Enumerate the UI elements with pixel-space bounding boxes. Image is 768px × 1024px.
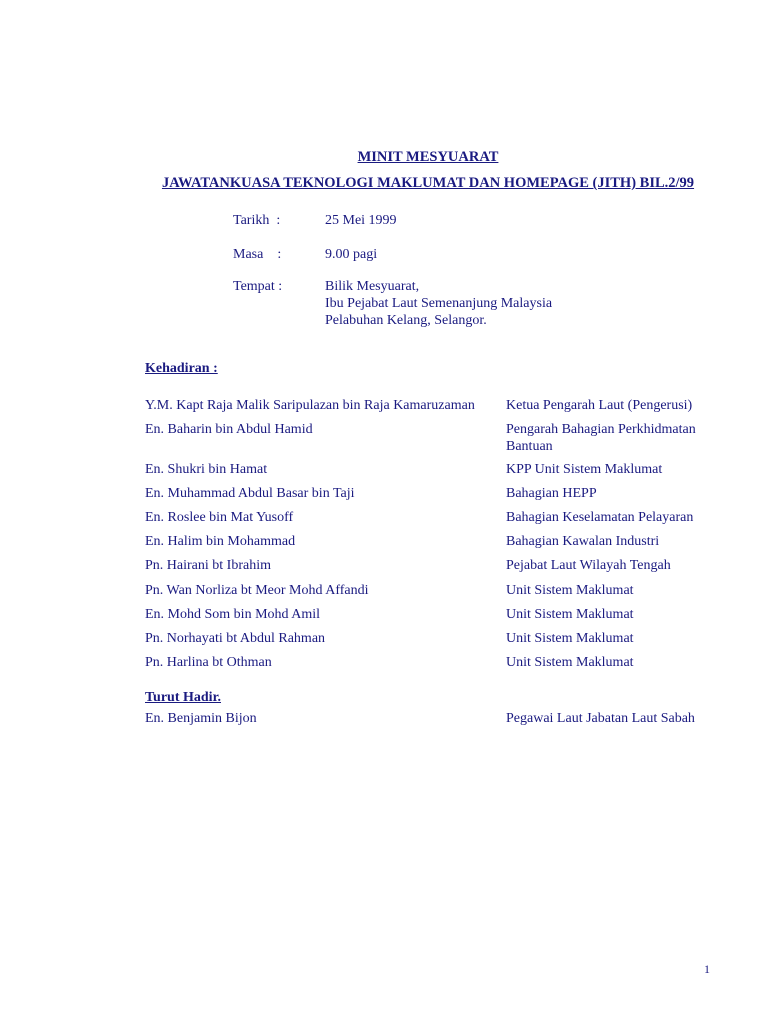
- meeting-place-row: [233, 278, 552, 329]
- also-present-heading: Turut Hadir.: [145, 690, 221, 705]
- attendee-role: Unit Sistem Maklumat: [506, 655, 634, 670]
- attendance-heading: Kehadiran :: [145, 361, 218, 376]
- attendee-role: Pengarah Bahagian Perkhidmatan Bantuan: [506, 422, 696, 454]
- attendance-row: [145, 606, 725, 623]
- also-present-row: [145, 710, 725, 727]
- attendee-name: Pn. Harlina bt Othman: [145, 655, 272, 670]
- meeting-place-value: [325, 278, 552, 329]
- attendance-row: [145, 461, 725, 478]
- attendee-name: Pn. Hairani bt Ibrahim: [145, 558, 271, 573]
- attendee-name: Pn. Wan Norliza bt Meor Mohd Affandi: [145, 583, 369, 598]
- attendee-role: Unit Sistem Maklumat: [506, 583, 634, 598]
- meeting-date-label: Tarikh :: [233, 213, 281, 228]
- meeting-place-label: Tempat :: [233, 279, 283, 294]
- attendance-row: [145, 630, 725, 647]
- attendance-row: [145, 582, 725, 599]
- attendee-name: En. Mohd Som bin Mohd Amil: [145, 607, 321, 622]
- meeting-place-line: Pelabuhan Kelang, Selangor.: [325, 313, 487, 328]
- attendee-role: KPP Unit Sistem Maklumat: [506, 462, 663, 477]
- attendee-name: En. Baharin bin Abdul Hamid: [145, 422, 313, 437]
- page-number: 1: [704, 962, 710, 976]
- attendee-name: En. Shukri bin Hamat: [145, 462, 268, 477]
- attendee-role: Unit Sistem Maklumat: [506, 607, 634, 622]
- attendee-name: En. Halim bin Mohammad: [145, 534, 296, 549]
- document-title: MINIT MESYUARAT: [357, 149, 499, 165]
- attendance-row: [145, 509, 725, 526]
- meeting-date-row: [233, 212, 397, 229]
- attendee-name: Y.M. Kapt Raja Malik Saripulazan bin Raja Kamaruzaman: [145, 398, 475, 413]
- document-subtitle: JAWATANKUASA TEKNOLOGI MAKLUMAT DAN HOMEPAGE (JITH) BIL.2/99: [161, 175, 695, 191]
- attendee-role: Unit Sistem Maklumat: [506, 631, 634, 646]
- meeting-time-value: 9.00 pagi: [325, 247, 378, 262]
- attendee-name: En. Muhammad Abdul Basar bin Taji: [145, 486, 355, 501]
- attendee-name: Pn. Norhayati bt Abdul Rahman: [145, 631, 326, 646]
- meeting-date-value: 25 Mei 1999: [325, 213, 397, 228]
- attendee-name: En. Roslee bin Mat Yusoff: [145, 510, 294, 525]
- meeting-place-line: Bilik Mesyuarat,: [325, 279, 420, 294]
- attendance-row: [145, 533, 725, 550]
- attendee-role: Pejabat Laut Wilayah Tengah: [506, 558, 671, 573]
- attendee-role: Bahagian Keselamatan Pelayaran: [506, 510, 694, 525]
- attendee-role: Pegawai Laut Jabatan Laut Sabah: [506, 711, 695, 726]
- attendee-name: En. Benjamin Bijon: [145, 711, 257, 726]
- attendance-row: [145, 397, 725, 414]
- attendee-role: Bahagian HEPP: [506, 486, 597, 501]
- attendee-role: Bahagian Kawalan Industri: [506, 534, 660, 549]
- attendance-row: [145, 654, 725, 671]
- attendance-row: [145, 421, 725, 455]
- meeting-time-row: [233, 246, 377, 263]
- attendance-row: [145, 557, 725, 574]
- attendee-role: Ketua Pengarah Laut (Pengerusi): [506, 398, 693, 413]
- meeting-place-line: Ibu Pejabat Laut Semenanjung Malaysia: [325, 296, 553, 311]
- attendance-row: [145, 485, 725, 502]
- meeting-time-label: Masa :: [233, 247, 282, 262]
